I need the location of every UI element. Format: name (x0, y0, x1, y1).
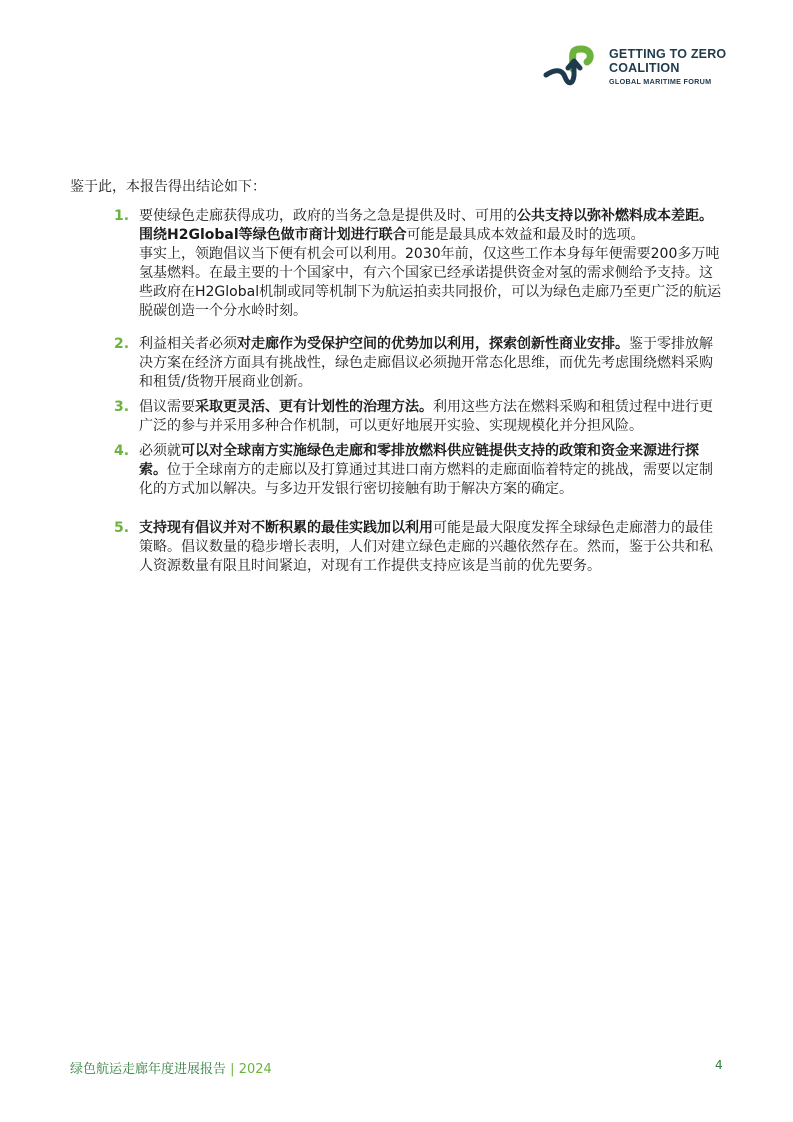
footer-title: 绿色航运走廊年度进展报告 (70, 1062, 227, 1077)
item-paragraph-2: 事实上，领跑倡议当下便有机会可以利用。2030年前，仅这些工作本身每年便需要200多万吨氢基燃料。在最主要的十个国家中，有六个国家已经承诺提供资金对氢的需求侧给予支持。这些政府在H2Global机制或同等机制下为航运拍卖共同报价，可以为绿色走廊乃至更广泛的航运脱碳创造一个分水岭时刻。 (139, 246, 722, 319)
conclusion-item-3 (114, 398, 726, 436)
conclusion-item-4 (114, 442, 726, 499)
item-text: 可能是最大限度发挥全球绿色走廊潜力的最佳策略。倡议数量的稳步增长表明，人们对建立绿色走廊的兴趣依然存在。然而，鉴于公共和私人资源数量有限且时间紧迫，对现有工作提供支持应该是当前的优先要务。 (139, 520, 713, 574)
item-bold-text: 公共支持以弥补燃料成本差距。围绕H2Global等绿色做市商计划进行联合 (139, 208, 713, 243)
item-text: 鉴于零排放解决方案在经济方面具有挑战性，绿色走廊倡议必须抛开常态化思维，而优先考虑围绕燃料采购和租赁/货物开展商业创新。 (139, 336, 713, 390)
item-number: 2. (114, 336, 130, 352)
item-paragraph (139, 442, 726, 499)
item-number: 1. (114, 208, 130, 224)
coalition-logo (543, 43, 743, 93)
item-text: 位于全球南方的走廊以及打算通过其进口南方燃料的走廊面临着特定的挑战，需要以定制化的方式加以解决。与多边开发银行密切接触有助于解决方案的确定。 (139, 462, 713, 497)
item-paragraph (139, 207, 726, 245)
logo-line-2: COALITION (609, 60, 680, 75)
conclusion-item-2 (114, 335, 726, 392)
item-paragraph (139, 519, 726, 576)
footer-separator: | (230, 1062, 235, 1077)
footer-year: 2024 (238, 1062, 272, 1077)
footer (70, 1058, 272, 1077)
item-text: 要使绿色走廊获得成功，政府的当务之急是提供及时、可用的 (139, 208, 517, 224)
item-bold-text: 采取更灵活、更有计划性的治理方法。 (195, 399, 433, 415)
item-text: 利用这些方法在燃料采购和租赁过程中进行更广泛的参与并采用多种合作机制，可以更好地展开实验、实现规模化并分担风险。 (139, 399, 713, 434)
logo-line-3: GLOBAL MARITIME FORUM (609, 77, 712, 86)
item-number: 5. (114, 520, 130, 536)
intro-text: 鉴于此，本报告得出结论如下： (70, 179, 266, 195)
conclusion-list (114, 207, 726, 576)
item-text: 可能是最具成本效益和最及时的选项。 (406, 227, 645, 243)
item-number: 4. (114, 443, 130, 459)
item-bold-text: 可以对全球南方实施绿色走廊和零排放燃料供应链提供支持的政策和资金来源进行探索。 (139, 443, 699, 478)
item-number: 3. (114, 399, 130, 415)
item-paragraph (139, 335, 726, 392)
logo-line-1: GETTING TO ZERO (609, 47, 727, 61)
conclusion-item-1 (114, 207, 726, 321)
item-text: 必须就 (139, 443, 181, 459)
coalition-logo-icon (543, 43, 603, 91)
item-text: 倡议需要 (139, 399, 195, 415)
item-paragraph (139, 398, 726, 436)
item-bold-text: 支持现有倡议并对不断积累的最佳实践加以利用 (139, 520, 433, 536)
item-text: 利益相关者必须 (139, 336, 237, 352)
page-number: 4 (715, 1058, 723, 1072)
item-bold-text: 对走廊作为受保护空间的优势加以利用，探索创新性商业安排。 (237, 336, 629, 352)
conclusion-item-5 (114, 519, 726, 576)
